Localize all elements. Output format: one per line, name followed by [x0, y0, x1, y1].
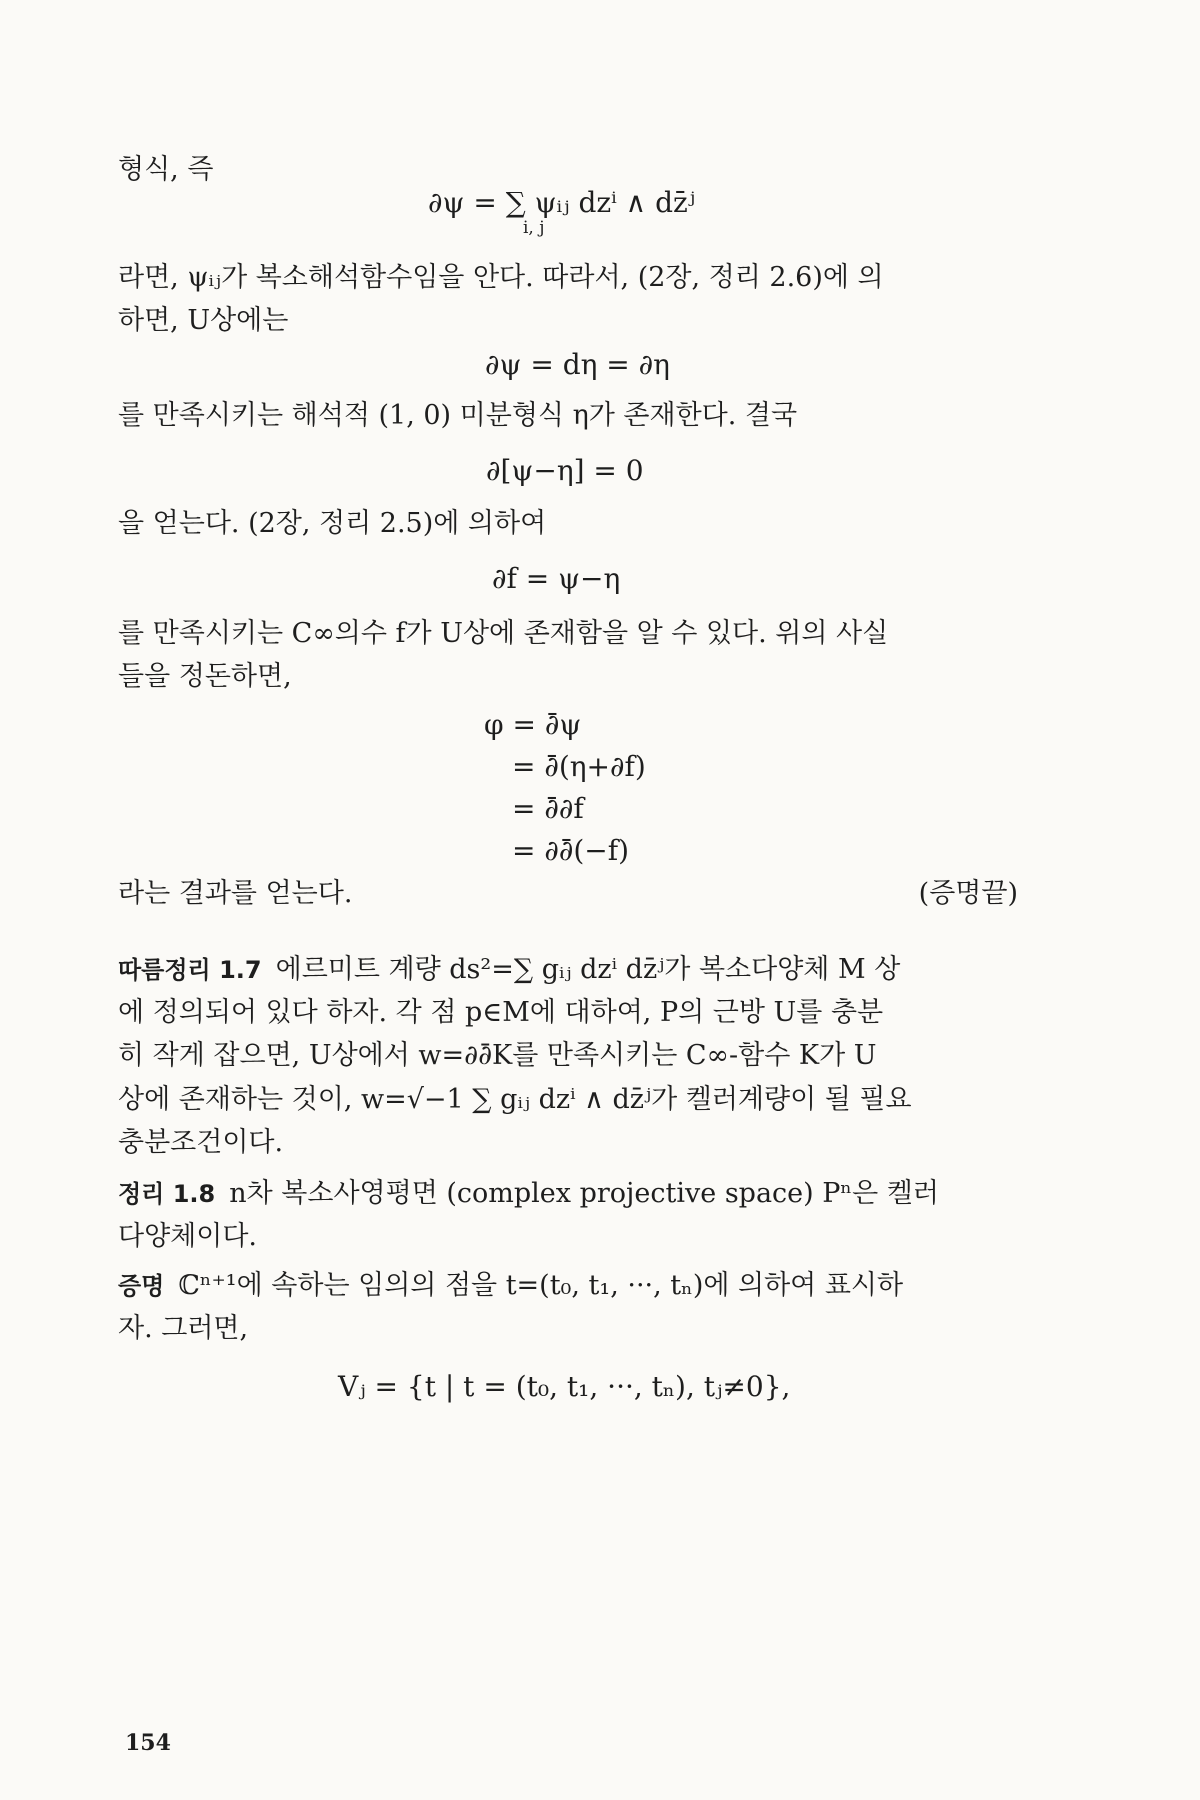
- text-line: 을 얻는다. (2장, 정리 2.5)에 의하여: [118, 508, 547, 539]
- text-line: 에 정의되어 있다 하자. 각 점 p∈M에 대하여, P의 근방 U를 충분: [118, 997, 884, 1029]
- text-line: n차 복소사영평면 (complex projective space) Pⁿ은 켈러: [229, 1178, 939, 1209]
- sum-subscript: i, j: [523, 218, 545, 238]
- qed-mark: (증명끝): [918, 878, 1018, 909]
- text-line: 충분조건이다.: [118, 1126, 284, 1158]
- corollary-1-7: [118, 948, 1018, 1164]
- equation-5b: = ∂̄(η+∂f): [512, 750, 646, 783]
- paragraph-analytic: [118, 256, 1018, 342]
- text-line: 형식, 즉: [118, 154, 214, 185]
- corollary-label: 따름정리 1.7: [118, 956, 262, 984]
- text-line: 하면, U상에는: [118, 305, 289, 337]
- proof: [118, 1264, 1018, 1350]
- paragraph-intro: [118, 148, 1018, 191]
- equation-6: Vⱼ = {t | t = (t₀, t₁, ···, tₙ), tⱼ≠0},: [338, 1370, 791, 1403]
- equation-3: ∂[ψ−η] = 0: [486, 454, 644, 487]
- page-number: 154: [125, 1730, 171, 1756]
- text-line: 들을 정돈하면,: [118, 661, 292, 693]
- text-line: 라는 결과를 얻는다.: [118, 878, 353, 909]
- text-line: 를 만족시키는 해석적 (1, 0) 미분형식 η가 존재한다. 결국: [118, 400, 798, 431]
- text-line: 히 작게 잡으면, U상에서 w=∂∂̄K를 만족시키는 C∞-함수 K가 U: [118, 1040, 877, 1072]
- proof-label: 증명: [118, 1272, 165, 1300]
- equation-4: ∂f = ψ−η: [492, 562, 621, 595]
- theorem-label: 정리 1.8: [118, 1180, 216, 1208]
- equation-5a: φ = ∂̄ψ: [484, 708, 582, 741]
- paragraph-smooth: [118, 612, 1018, 698]
- equation-text: ∂ψ = ∑ ψᵢⱼ dzⁱ ∧ dz̄ʲ: [428, 186, 696, 219]
- text-line: 자. 그러면,: [118, 1313, 249, 1345]
- text-line: ℂⁿ⁺¹에 속하는 임의의 점을 t=(t₀, t₁, ···, tₙ)에 의하여 표시하: [178, 1270, 904, 1301]
- text-line: 라면, ψᵢⱼ가 복소해석함수임을 안다. 따라서, (2장, 정리 2.6)에 의: [118, 262, 884, 293]
- theorem-1-8: [118, 1172, 1018, 1258]
- text-line: 상에 존재하는 것이, w=√−1 ∑ gᵢⱼ dzⁱ ∧ dz̄ʲ가 켈러계량이 될 필요: [118, 1083, 912, 1115]
- equation-1: [428, 186, 696, 238]
- equation-5c: = ∂̄∂f: [512, 792, 584, 825]
- paragraph-result: [118, 872, 1018, 916]
- paragraph-obtain: [118, 502, 1018, 545]
- equation-5d: = ∂∂̄(−f): [512, 834, 629, 867]
- equation-2: ∂ψ = dη = ∂η: [485, 348, 670, 381]
- paragraph-exists: [118, 394, 1018, 437]
- text-line: 다양체이다.: [118, 1221, 257, 1253]
- text-line: 를 만족시키는 C∞의수 f가 U상에 존재함을 알 수 있다. 위의 사실: [118, 618, 889, 649]
- text-line: 에르미트 계량 ds²=∑ gᵢⱼ dzⁱ dz̄ʲ가 복소다양체 M 상: [275, 954, 901, 985]
